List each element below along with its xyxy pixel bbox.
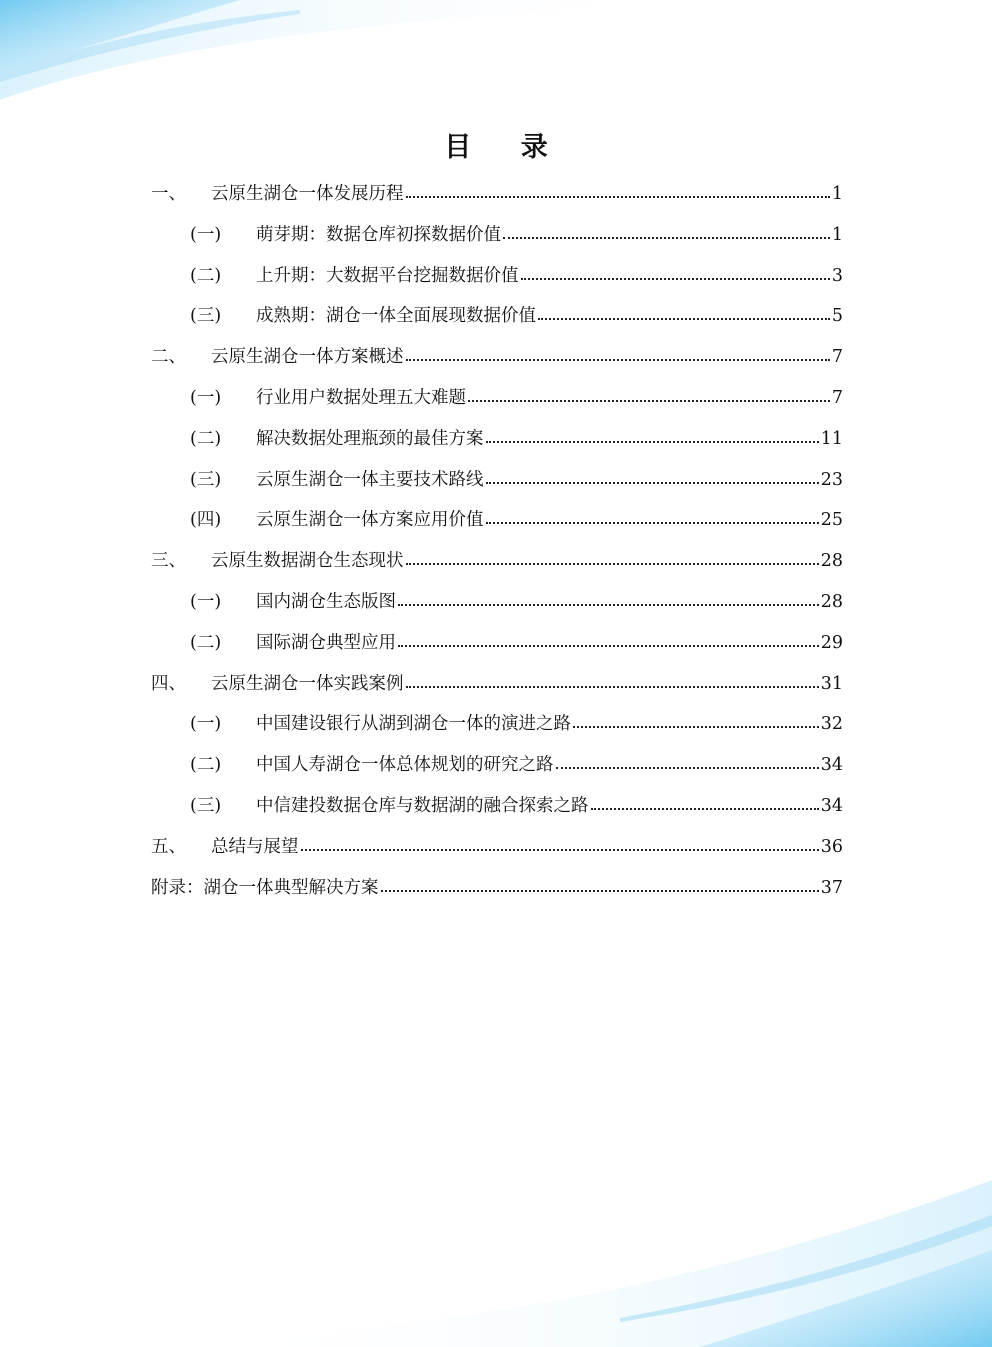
toc-entry-title: 国内湖仓生态版图 xyxy=(256,591,396,612)
toc-entry-9[interactable] xyxy=(151,500,843,541)
toc-entry-6[interactable] xyxy=(151,378,843,419)
toc-entry-dot-leader xyxy=(406,348,830,362)
page-title: 目 录 xyxy=(444,132,568,163)
toc-entry-1[interactable] xyxy=(151,174,843,215)
toc-entry-7[interactable] xyxy=(151,419,843,460)
toc-entry-dot-leader xyxy=(486,471,819,485)
toc-entry-dot-leader xyxy=(406,675,819,689)
toc-entry-11[interactable] xyxy=(151,582,843,623)
toc-entry-page-number: 25 xyxy=(820,510,843,531)
top-wave-light xyxy=(0,0,700,100)
toc-entry-page-number: 7 xyxy=(831,347,843,368)
toc-entry-title: 总结与展望 xyxy=(211,836,299,857)
toc-entry-13[interactable] xyxy=(151,664,843,705)
toc-entry-number: 二、 xyxy=(151,347,186,368)
toc-entry-page-number: 3 xyxy=(831,265,843,286)
toc-entry-page-number: 23 xyxy=(820,469,843,490)
toc-entry-page-number: 34 xyxy=(820,795,843,816)
bottom-wave-light xyxy=(200,1180,992,1347)
toc-entry-number: 五、 xyxy=(151,836,186,857)
toc-entry-16[interactable] xyxy=(151,786,843,827)
toc-entry-title: 成熟期：湖仓一体全面展现数据价值 xyxy=(256,306,536,327)
toc-entry-dot-leader xyxy=(406,552,819,566)
toc-entry-title: 附录：湖仓一体典型解决方案 xyxy=(151,877,379,898)
toc-entry-page-number: 7 xyxy=(831,387,843,408)
toc-entry-dot-leader xyxy=(398,634,819,648)
toc-entry-4[interactable] xyxy=(151,296,843,337)
toc-entry-title: 云原生数据湖仓生态现状 xyxy=(211,551,404,572)
toc-entry-page-number: 5 xyxy=(831,306,843,327)
table-of-contents xyxy=(151,174,843,908)
toc-entry-dot-leader xyxy=(468,389,830,403)
top-wave-dark xyxy=(0,0,240,70)
toc-entry-number: (二) xyxy=(190,265,222,286)
toc-entry-page-number: 28 xyxy=(820,551,843,572)
toc-entry-page-number: 29 xyxy=(820,632,843,653)
toc-entry-title: 云原生湖仓一体方案概述 xyxy=(211,347,404,368)
toc-entry-12[interactable] xyxy=(151,623,843,664)
toc-entry-dot-leader xyxy=(521,267,830,281)
toc-entry-3[interactable] xyxy=(151,256,843,297)
toc-entry-10[interactable] xyxy=(151,541,843,582)
toc-entry-title: 萌芽期：数据仓库初探数据价值 xyxy=(256,224,501,245)
toc-entry-number: (四) xyxy=(190,510,222,531)
toc-entry-number: (一) xyxy=(190,591,222,612)
toc-entry-number: (二) xyxy=(190,632,222,653)
toc-entry-title: 国际湖仓典型应用 xyxy=(256,632,396,653)
toc-entry-number: 三、 xyxy=(151,551,186,572)
toc-entry-dot-leader xyxy=(538,307,830,321)
toc-entry-number: (三) xyxy=(190,795,222,816)
toc-entry-number: (二) xyxy=(190,755,222,776)
toc-entry-number: (三) xyxy=(190,469,222,490)
toc-entry-title: 行业用户数据处理五大难题 xyxy=(256,387,466,408)
toc-entry-5[interactable] xyxy=(151,337,843,378)
toc-entry-dot-leader xyxy=(503,226,830,240)
toc-entry-title: 云原生湖仓一体主要技术路线 xyxy=(256,469,484,490)
toc-entry-dot-leader xyxy=(573,715,819,729)
toc-entry-17[interactable] xyxy=(151,827,843,868)
toc-entry-page-number: 32 xyxy=(820,714,843,735)
toc-entry-number: (二) xyxy=(190,428,222,449)
toc-entry-number: (一) xyxy=(190,714,222,735)
toc-entry-8[interactable] xyxy=(151,460,843,501)
toc-entry-title: 云原生湖仓一体实践案例 xyxy=(211,673,404,694)
toc-entry-dot-leader xyxy=(486,511,819,525)
toc-entry-title: 上升期：大数据平台挖掘数据价值 xyxy=(256,265,519,286)
toc-entry-title: 中信建投数据仓库与数据湖的融合探索之路 xyxy=(256,795,589,816)
toc-entry-number: (三) xyxy=(190,306,222,327)
toc-entry-title: 解决数据处理瓶颈的最佳方案 xyxy=(256,428,484,449)
toc-entry-dot-leader xyxy=(406,185,830,199)
toc-entry-title: 云原生湖仓一体方案应用价值 xyxy=(256,510,484,531)
bottom-wave-stripe xyxy=(620,1215,992,1322)
toc-entry-14[interactable] xyxy=(151,704,843,745)
toc-entry-number: 四、 xyxy=(151,673,186,694)
toc-entry-number: 一、 xyxy=(151,184,186,204)
toc-entry-page-number: 37 xyxy=(820,877,843,898)
toc-entry-title: 中国人寿湖仓一体总体规划的研究之路 xyxy=(256,755,554,776)
toc-entry-number: (一) xyxy=(190,387,222,408)
toc-entry-page-number: 1 xyxy=(831,184,843,204)
toc-entry-number: (一) xyxy=(190,224,222,245)
toc-entry-dot-leader xyxy=(398,593,819,607)
toc-entry-page-number: 28 xyxy=(820,591,843,612)
toc-entry-page-number: 36 xyxy=(820,836,843,857)
toc-entry-page-number: 1 xyxy=(831,224,843,245)
toc-entry-dot-leader xyxy=(556,756,819,770)
toc-entry-title: 云原生湖仓一体发展历程 xyxy=(211,184,404,204)
toc-entry-page-number: 11 xyxy=(820,428,843,449)
toc-entry-dot-leader xyxy=(486,430,819,444)
bottom-wave-dark xyxy=(700,1250,992,1347)
toc-entry-15[interactable] xyxy=(151,745,843,786)
toc-entry-dot-leader xyxy=(301,838,819,852)
toc-entry-page-number: 31 xyxy=(820,673,843,694)
toc-entry-title: 中国建设银行从湖到湖仓一体的演进之路 xyxy=(256,714,571,735)
toc-entry-18[interactable] xyxy=(151,868,843,909)
toc-entry-dot-leader xyxy=(591,797,819,811)
toc-entry-dot-leader xyxy=(381,879,819,893)
top-wave-stripe xyxy=(0,10,300,82)
toc-entry-page-number: 34 xyxy=(820,755,843,776)
toc-entry-2[interactable] xyxy=(151,215,843,256)
